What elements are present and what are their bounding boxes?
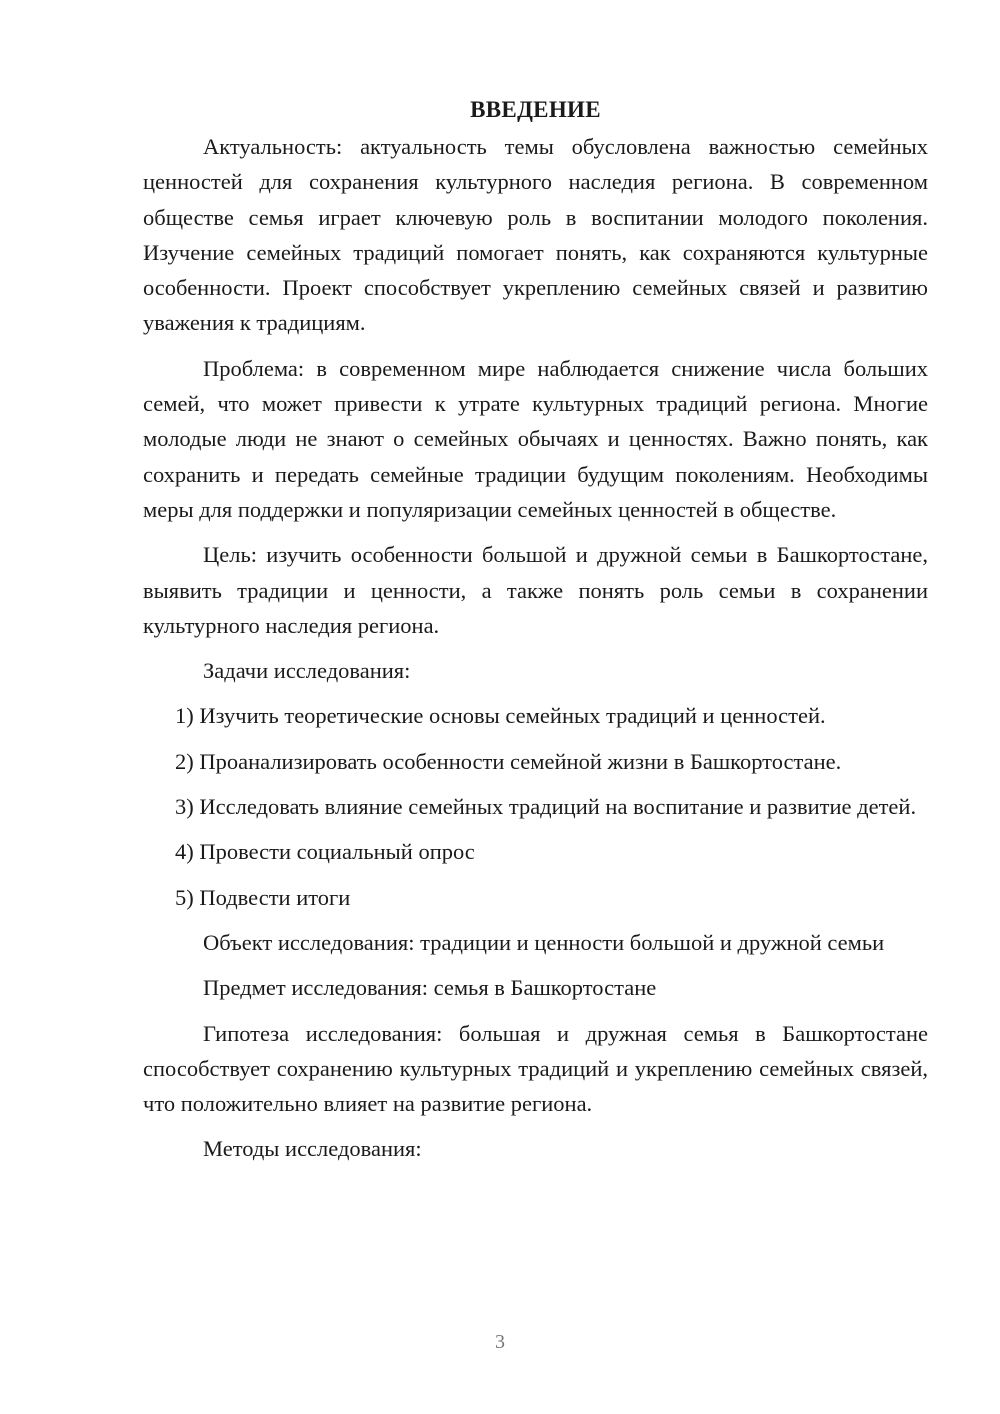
task-item: 2) Проанализировать особенности семейной жизни в Башкортостане. xyxy=(175,748,842,774)
paragraph-problem: Проблема: в современном мире наблюдается снижение числа больших семей, что может привести к утрате культурных традиций региона. Многие молодые люди не знают о семейных обычаях и ценностях. Важно понять, как сохранить и передать семейные традиции будущим поколениям. Необходимы меры для поддержки и популяризации семейных ценностей в обществе. xyxy=(143,355,928,522)
paragraph-tasks-heading: Задачи исследования: xyxy=(203,658,411,684)
paragraph-methods: Методы исследования: xyxy=(203,1136,422,1162)
paragraph-relevance: Актуальность: актуальность темы обусловлена важностью семейных ценностей для сохранения культурного наследия региона. В современном обществе семья играет ключевую роль в воспитании молодого поколения. Изучение семейных традиций помогает понять, как сохраняются культурные особенности. Проект способствует укреплению семейных связей и развитию уважения к традициям. xyxy=(143,134,928,336)
section-heading: ВВЕДЕНИЕ xyxy=(470,97,601,122)
paragraph-object: Объект исследования: традиции и ценности большой и дружной семьи xyxy=(203,929,885,955)
paragraph-subject: Предмет исследования: семья в Башкортостане xyxy=(203,975,657,1001)
task-item: 4) Провести социальный опрос xyxy=(175,839,475,865)
document-page xyxy=(143,92,928,1177)
page-number: 3 xyxy=(495,1331,505,1353)
task-item: 1) Изучить теоретические основы семейных традиций и ценностей. xyxy=(175,703,826,729)
paragraph-hypothesis: Гипотеза исследования: большая и дружная семья в Башкортостане способствует сохранению культурных традиций и укреплению семейных связей, что положительно влияет на развитие региона. xyxy=(143,1020,928,1117)
paragraph-goal: Цель: изучить особенности большой и дружной семьи в Башкортостане, выявить традиции и ценности, а также понять роль семьи в сохранении культурного наследия региона. xyxy=(143,542,928,638)
task-item: 3) Исследовать влияние семейных традиций на воспитание и развитие детей. xyxy=(175,794,917,820)
task-item: 5) Подвести итоги xyxy=(175,884,351,910)
